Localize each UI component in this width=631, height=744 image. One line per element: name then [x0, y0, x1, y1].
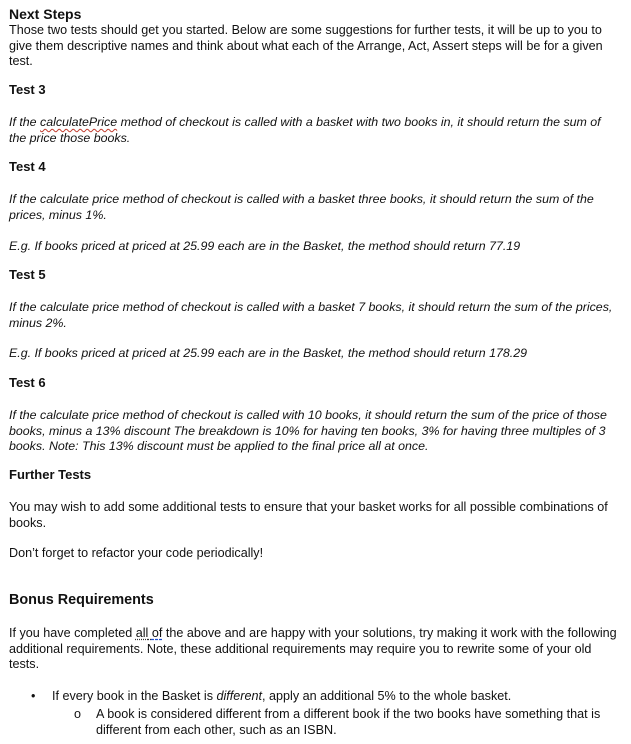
next-steps-intro: Those two tests should get you started. Below are some suggestions for further tests, it will be up to you to give them descriptive names and think about what each of the Arrange, Act, Assert steps will be for a given test.: [9, 23, 603, 69]
bullet-different-books: [52, 689, 622, 705]
sub-bullet-isbn: A book is considered different from a different book if the two books have something that is different from each other, such as an ISBN.: [96, 707, 601, 737]
test-5-example: E.g. If books priced at priced at 25.99 each are in the Basket, the method should return 178.29: [9, 346, 527, 360]
further-tests-heading: Further Tests: [9, 467, 92, 482]
bonus-text-before: If you have completed: [9, 626, 136, 640]
word-of: of: [151, 626, 163, 640]
test-4-example: E.g. If books priced at priced at 25.99 each are in the Basket, the method should return 77.19: [9, 239, 521, 253]
test-3-text-after: method of checkout is called with a basket with two books in, it should return the sum of the price those books.: [9, 115, 601, 145]
test-6-heading: Test 6: [9, 375, 46, 390]
emphasis-different: different: [216, 689, 263, 703]
refactor-reminder: Don’t forget to refactor your code periodically!: [9, 546, 264, 560]
test-4-heading: Test 4: [9, 159, 46, 174]
method-name-word: calculatePrice: [40, 115, 118, 129]
word-all: all: [135, 626, 149, 640]
test-5-description: If the calculate price method of checkout is called with a basket 7 books, it should return the sum of the prices, minus 2%.: [9, 300, 613, 330]
bonus-requirements-heading: Bonus Requirements: [9, 592, 154, 608]
bullet-marker: •: [31, 689, 36, 703]
bonus-text-after: the above and are happy with your solutions, try making it work with the following additional requirements. Note, these additional requirements may require you to rewrite some of your old tests.: [9, 626, 617, 672]
bullet-text-after: , apply an additional 5% to the whole basket.: [262, 689, 512, 703]
bullet-text-before: If every book in the Basket is: [52, 689, 217, 703]
test-4-description: If the calculate price method of checkout is called with a basket three books, it should return the sum of the prices, minus 1%.: [9, 192, 594, 222]
further-tests-paragraph: You may wish to add some additional tests to ensure that your basket works for all possible combinations of books.: [9, 500, 608, 530]
bonus-paragraph: [9, 626, 621, 673]
next-steps-heading: Next Steps: [9, 6, 82, 22]
sub-bullet-marker: o: [74, 707, 82, 721]
test-3-text-before: If the: [9, 115, 40, 129]
test-3-heading: Test 3: [9, 82, 46, 97]
test-5-heading: Test 5: [9, 267, 46, 282]
test-6-description: If the calculate price method of checkout is called with 10 books, it should return the sum of the price of those books, minus a 13% discount The breakdown is 10% for having ten books, 3% for having three multiples of 3 books. Note: This 13% discount must be applied to the final price all at once.: [9, 408, 607, 454]
test-3-description: [9, 115, 621, 146]
